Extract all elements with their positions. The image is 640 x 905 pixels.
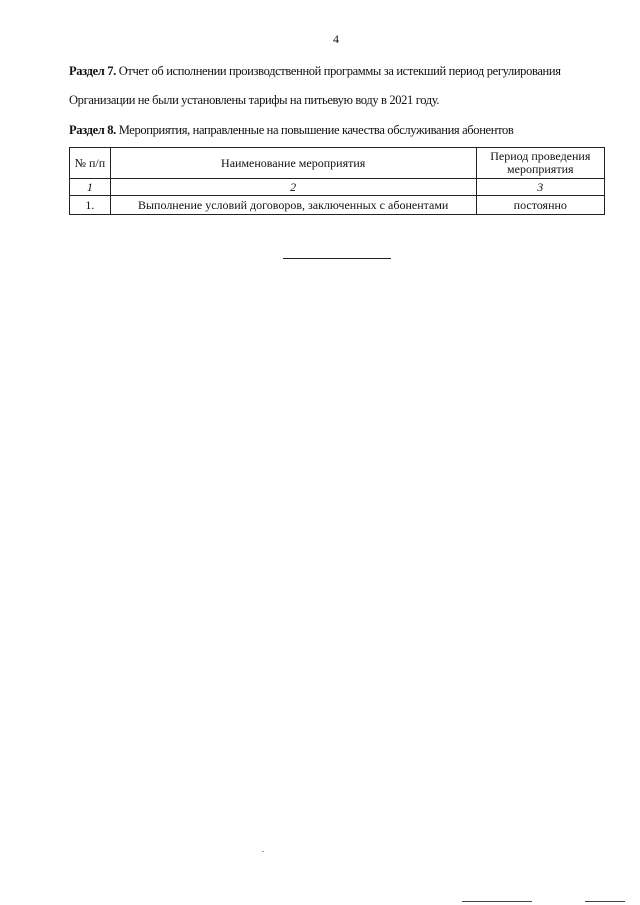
row-event-name: Выполнение условий договоров, заключенных с абонентами (110, 196, 476, 215)
footer-rule-left (462, 901, 532, 902)
footer-rule-right (585, 901, 625, 902)
header-number: № п/п (70, 148, 111, 179)
row-period: постоянно (476, 196, 604, 215)
index-cell-2: 2 (110, 179, 476, 196)
section7-heading (69, 64, 561, 79)
section8-title: Мероприятия, направленные на повышение качества обслуживания абонентов (118, 123, 514, 137)
section8-heading (69, 123, 513, 138)
index-cell-3: 3 (476, 179, 604, 196)
events-table (69, 147, 605, 215)
header-period: Период проведения мероприятия (476, 148, 604, 179)
page-number: 4 (333, 32, 339, 46)
section7-label: Раздел 7. (69, 64, 116, 78)
index-cell-1: 1 (70, 179, 111, 196)
table-header-row (70, 148, 605, 179)
table-row (70, 196, 605, 215)
closing-rule (283, 258, 391, 259)
row-number: 1. (70, 196, 111, 215)
header-event-name: Наименование мероприятия (110, 148, 476, 179)
section7-title: Отчет об исполнении производственной программы за истекший период регулирования (118, 64, 561, 78)
section8-label: Раздел 8. (69, 123, 116, 137)
table-index-row (70, 179, 605, 196)
section7-body: Организации не были установлены тарифы на питьевую воду в 2021 году. (69, 93, 440, 107)
scan-speck (262, 851, 264, 852)
